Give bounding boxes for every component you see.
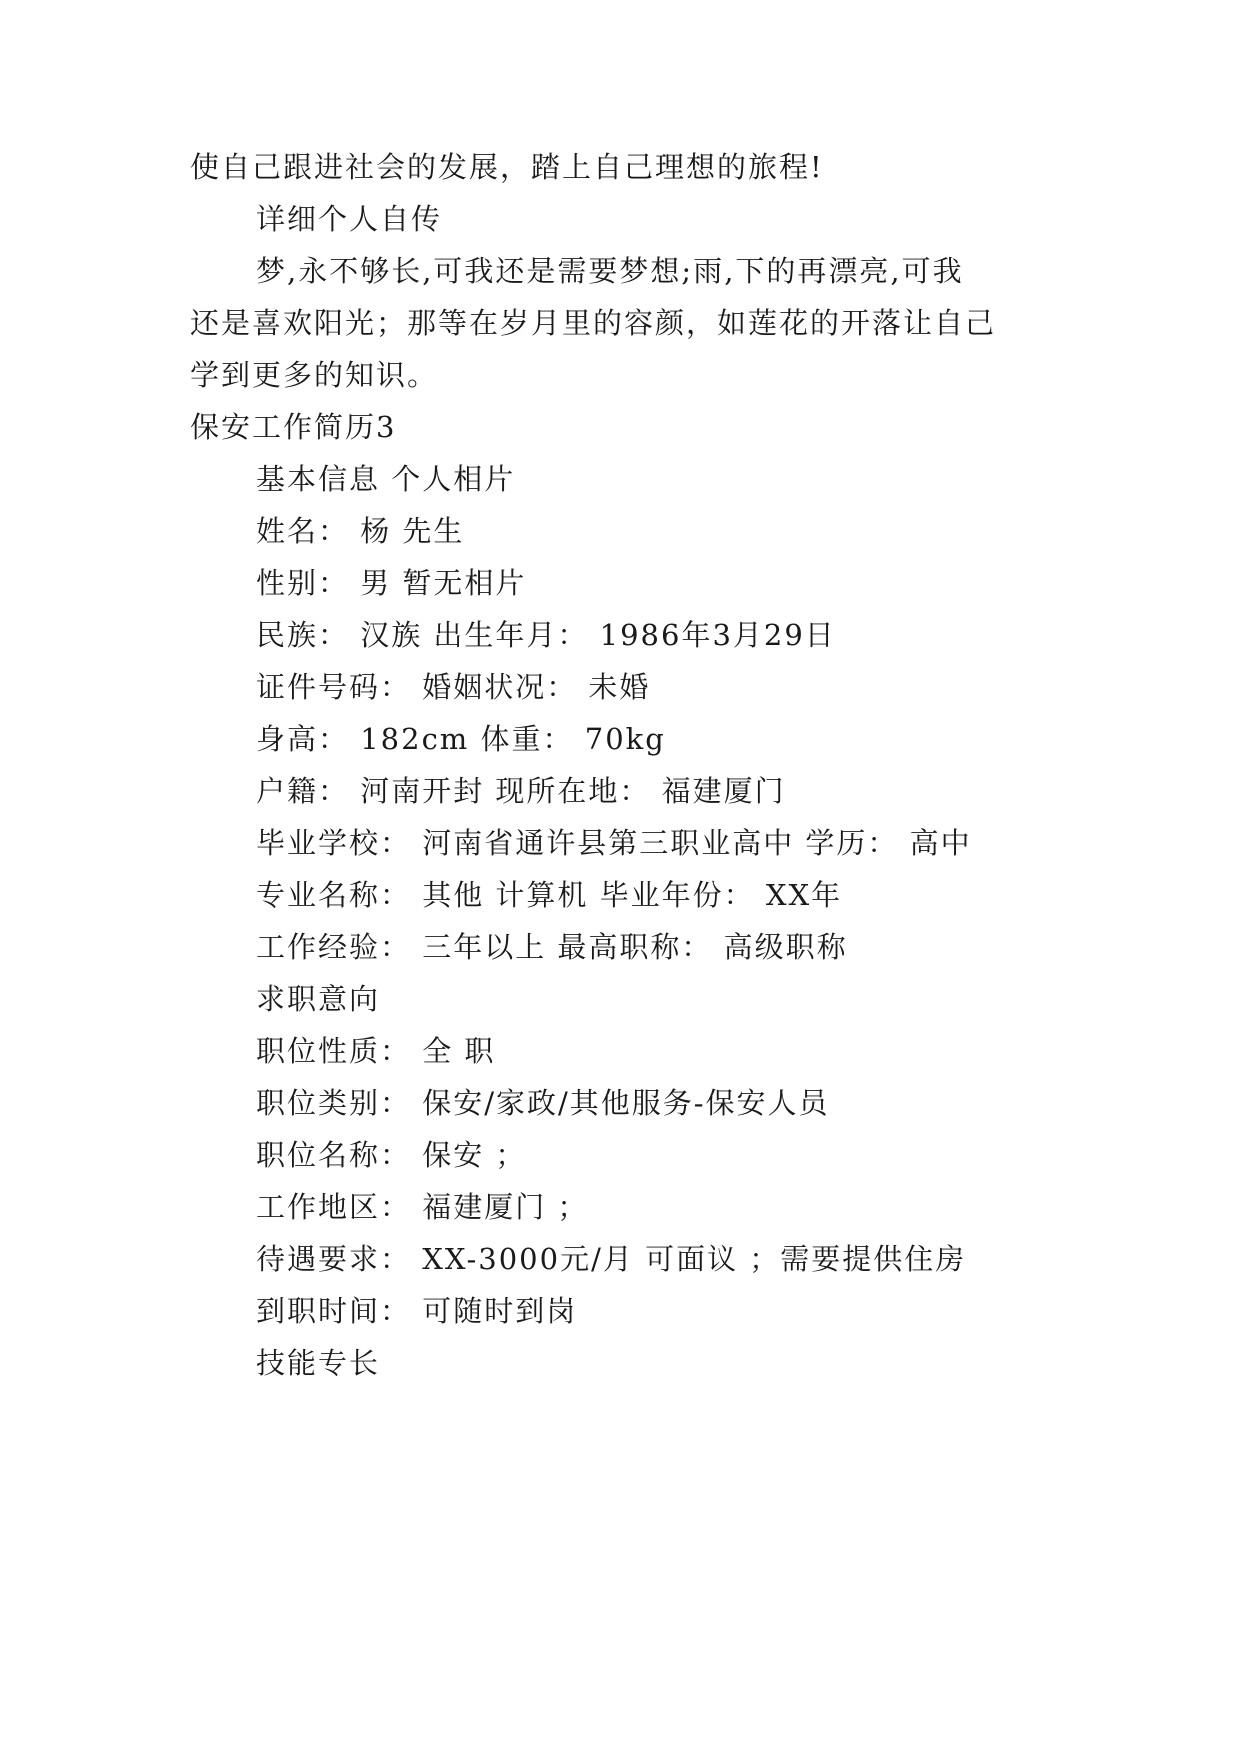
field-work-area: 工作地区： 福建厦门 ；	[256, 1190, 589, 1224]
field-major-gradyear: 专业名称： 其他 计算机 毕业年份： XX年	[256, 878, 843, 912]
field-experience-title: 工作经验： 三年以上 最高职称： 高级职称	[256, 930, 848, 964]
field-id-marital: 证件号码： 婚姻状况： 未婚	[256, 670, 651, 704]
field-salary: 待遇要求： XX-3000元/月 可面议 ；需要提供住房	[256, 1242, 967, 1276]
section-heading-autobiography: 详细个人自传	[256, 202, 443, 236]
field-job-name: 职位名称： 保安 ；	[256, 1138, 527, 1172]
skills-heading: 技能专长	[256, 1346, 381, 1380]
field-start-time: 到职时间： 可随时到岗	[256, 1294, 578, 1328]
field-job-category: 职位类别： 保安/家政/其他服务-保安人员	[256, 1086, 830, 1120]
field-name: 姓名： 杨 先生	[256, 514, 465, 548]
field-height-weight: 身高： 182cm 体重： 70kg	[256, 722, 666, 756]
basic-info-heading: 基本信息 个人相片	[256, 462, 516, 496]
field-job-nature: 职位性质： 全 职	[256, 1034, 496, 1068]
paragraph-line: 学到更多的知识。	[190, 358, 439, 392]
paragraph-line: 梦,永不够长,可我还是需要梦想;雨,下的再漂亮,可我	[256, 254, 964, 288]
field-school-education: 毕业学校： 河南省通许县第三职业高中 学历： 高中	[256, 826, 972, 860]
field-gender: 性别： 男 暂无相片	[256, 566, 527, 600]
intro-line: 使自己跟进社会的发展，踏上自己理想的旅程!	[190, 150, 824, 184]
intent-heading: 求职意向	[256, 982, 381, 1016]
field-ethnicity-birth: 民族： 汉族 出生年月： 1986年3月29日	[256, 618, 836, 652]
resume-title: 保安工作简历3	[190, 410, 397, 444]
paragraph-line: 还是喜欢阳光；那等在岁月里的容颜，如莲花的开落让自己	[190, 306, 997, 340]
field-hukou-location: 户籍： 河南开封 现所在地： 福建厦门	[256, 774, 786, 808]
